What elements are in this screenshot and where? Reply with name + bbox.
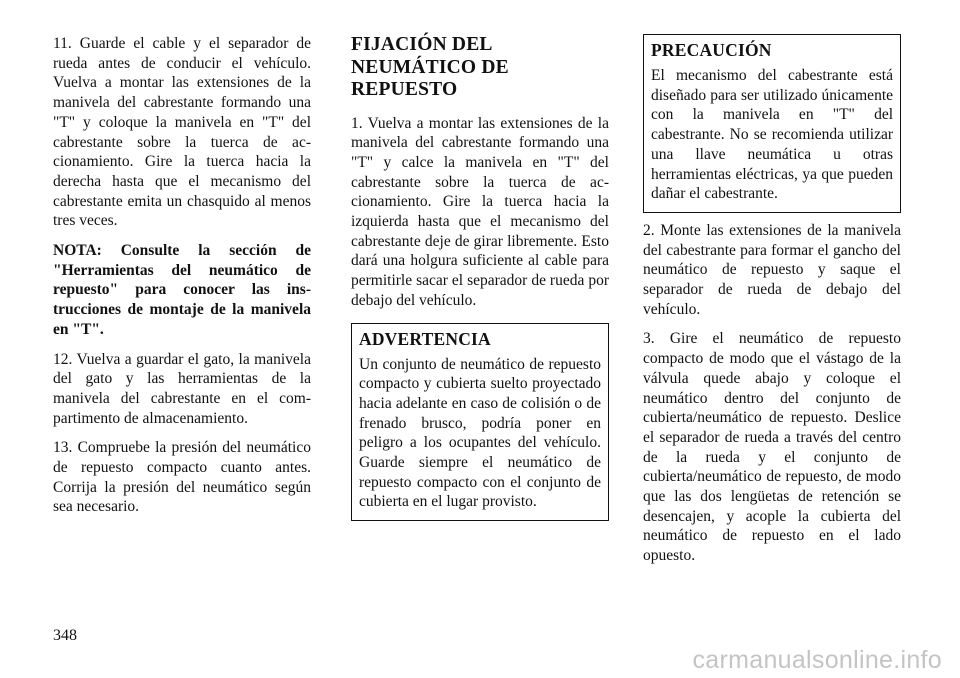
column-2 [351, 34, 609, 533]
column-1 [53, 34, 311, 527]
step-12-paragraph: 12. Vuelva a guardar el gato, la manivela del gato y las herramientas de la manivela del cabrestante en el compartimento de almacenamiento. [53, 350, 311, 427]
step-11-paragraph: 11. Guarde el cable y el separador de rueda antes de conducir el vehículo. Vuelva a montar las extensiones de la manivela del cabrestante formando una "T" y coloque la manivela en "T" del cabrestante sobre la tuerca de accionamiento. Gire la tuerca hacia la derecha hasta que el mecanismo del cabrestante emita un chasquido al menos tres veces. [53, 35, 311, 230]
warning-text: Un conjunto de neumático de repuesto compacto y cubierta suelto proyectado hacia adelante en caso de colisión o de frenado brusco, podría poner en peligro a los ocupantes del vehículo. Guarde siempre el neumático de repuesto compacto con el conjunto de cubierta en el lugar provisto. [359, 355, 601, 511]
note-paragraph: NOTA: Consulte la sección de "Herramientas del neumático de repuesto" para conocer las instrucciones de montaje de la manivela en "T". [53, 242, 311, 338]
step-2-paragraph: 2. Monte las extensiones de la manivela del cabestrante para formar el gancho del neumático de repuesto y saque el separador de rueda de debajo del vehículo. [643, 221, 901, 318]
caution-box [643, 34, 901, 213]
section-heading: FIJACIÓN DEL NEUMÁTICO DE REPUESTO [351, 34, 509, 100]
caution-text: El mecanismo del cabestrante está diseñado para ser utilizado únicamente con la manivela en "T" del cabestrante. No se recomienda utilizar una llave neumática u otras herramientas eléctricas, ya que pueden dañar el cabestrante. [651, 67, 893, 203]
step-3-paragraph: 3. Gire el neumático de repuesto compacto de modo que el vástago de la válvula quede abajo y coloque el neumático dentro del conjunto de cubierta/neumático de repuesto. Deslice el separador de rueda a través del centro de la rueda y el conjunto de cubierta/neumático de repuesto, de modo que las dos lengüetas de retención se desencajen, y acople la cubierta del neumático de repuesto en el lado opuesto. [643, 330, 901, 565]
step-1-paragraph: 1. Vuelva a montar las extensiones de la manivela del cabrestante formando una "T" y calce la manivela en "T" del cabrestante sobre la tuerca de accionamiento. Gire la tuerca hacia la izquierda hasta que el mecanismo del cabrestante deje de girar libremente. Esto dará una holgura suficiente al cable para permitirle sacar el separador de rueda por debajo del vehículo. [351, 114, 609, 309]
warning-title: ADVERTENCIA [359, 328, 491, 349]
warning-box [351, 323, 609, 522]
column-3 [643, 34, 901, 576]
page-number: 348 [53, 627, 77, 644]
step-13-paragraph: 13. Compruebe la presión del neumático de repuesto compacto cuanto antes. Corrija la presión del neumático según sea necesario. [53, 439, 311, 516]
caution-title: PRECAUCIÓN [651, 40, 772, 60]
watermark-text: carmanualsonline.info [692, 646, 942, 674]
